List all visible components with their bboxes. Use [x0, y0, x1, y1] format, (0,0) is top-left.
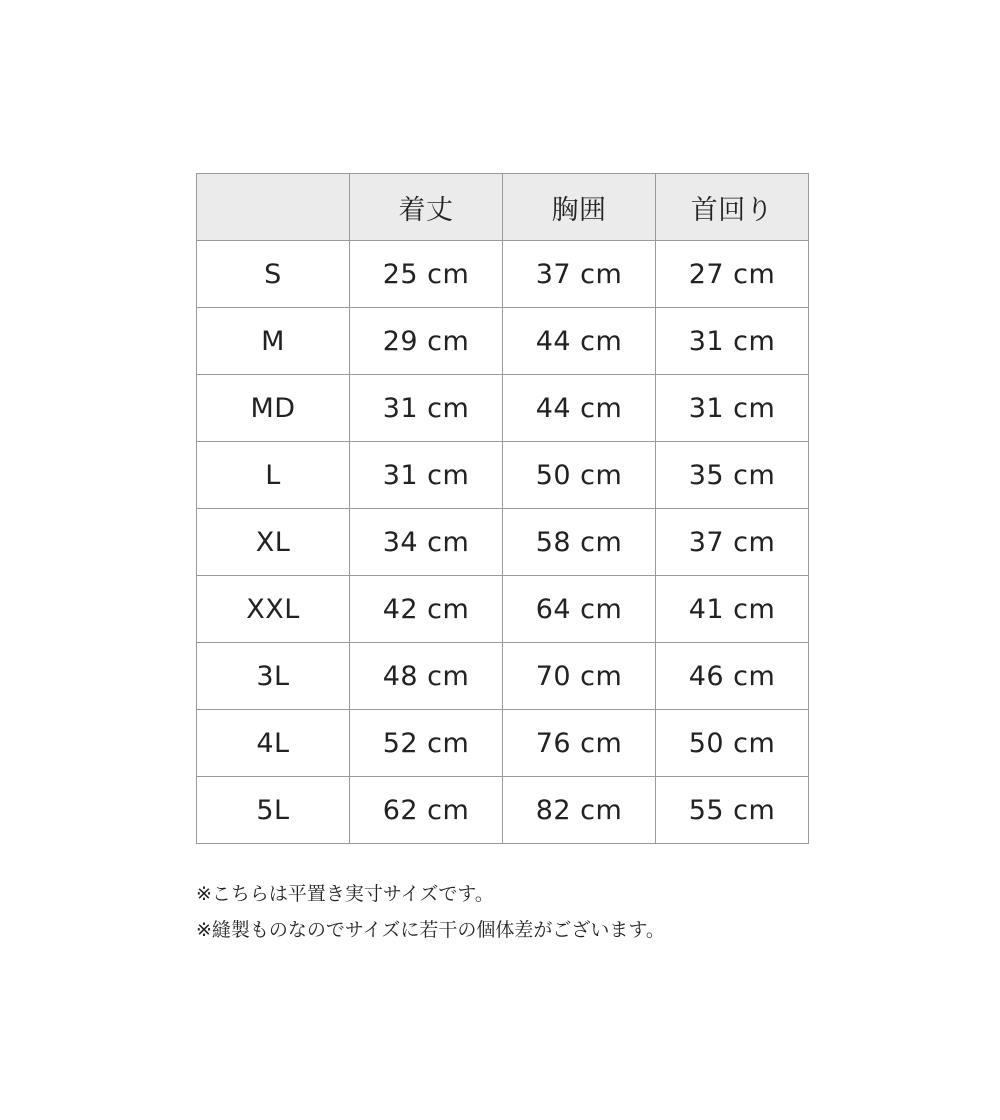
chest-value: 44 cm	[503, 308, 656, 375]
chest-value: 64 cm	[503, 576, 656, 643]
neck-value: 31 cm	[656, 375, 809, 442]
size-label: XXL	[197, 576, 350, 643]
table-row	[197, 576, 809, 643]
note-flat-measurement: ※こちらは平置き実寸サイズです。	[196, 883, 494, 905]
chest-value: 82 cm	[503, 777, 656, 844]
chest-value: 50 cm	[503, 442, 656, 509]
length-value: 29 cm	[350, 308, 503, 375]
length-value: 52 cm	[350, 710, 503, 777]
table-row	[197, 777, 809, 844]
length-value: 34 cm	[350, 509, 503, 576]
neck-value: 41 cm	[656, 576, 809, 643]
length-value: 48 cm	[350, 643, 503, 710]
size-label: S	[197, 241, 350, 308]
size-label: MD	[197, 375, 350, 442]
size-label: 4L	[197, 710, 350, 777]
neck-value: 27 cm	[656, 241, 809, 308]
neck-value: 31 cm	[656, 308, 809, 375]
table-row	[197, 375, 809, 442]
header-cell-chest: 胸囲	[503, 174, 656, 241]
chest-value: 76 cm	[503, 710, 656, 777]
size-label: 5L	[197, 777, 350, 844]
neck-value: 50 cm	[656, 710, 809, 777]
chest-value: 58 cm	[503, 509, 656, 576]
length-value: 31 cm	[350, 442, 503, 509]
table-row	[197, 241, 809, 308]
length-value: 25 cm	[350, 241, 503, 308]
length-value: 62 cm	[350, 777, 503, 844]
header-cell-neck: 首回り	[656, 174, 809, 241]
chest-value: 70 cm	[503, 643, 656, 710]
size-label: M	[197, 308, 350, 375]
neck-value: 35 cm	[656, 442, 809, 509]
table-row	[197, 643, 809, 710]
table-row	[197, 442, 809, 509]
size-label: XL	[197, 509, 350, 576]
size-chart-table	[196, 173, 809, 844]
table-header-row	[197, 174, 809, 241]
header-cell-corner	[197, 174, 350, 241]
table-row	[197, 308, 809, 375]
header-cell-length: 着丈	[350, 174, 503, 241]
notes-block	[196, 876, 896, 948]
chest-value: 44 cm	[503, 375, 656, 442]
size-label: 3L	[197, 643, 350, 710]
length-value: 42 cm	[350, 576, 503, 643]
table-row	[197, 710, 809, 777]
table-row	[197, 509, 809, 576]
neck-value: 37 cm	[656, 509, 809, 576]
size-label: L	[197, 442, 350, 509]
note-individual-difference: ※縫製ものなのでサイズに若干の個体差がございます。	[196, 919, 665, 941]
length-value: 31 cm	[350, 375, 503, 442]
chest-value: 37 cm	[503, 241, 656, 308]
neck-value: 55 cm	[656, 777, 809, 844]
neck-value: 46 cm	[656, 643, 809, 710]
